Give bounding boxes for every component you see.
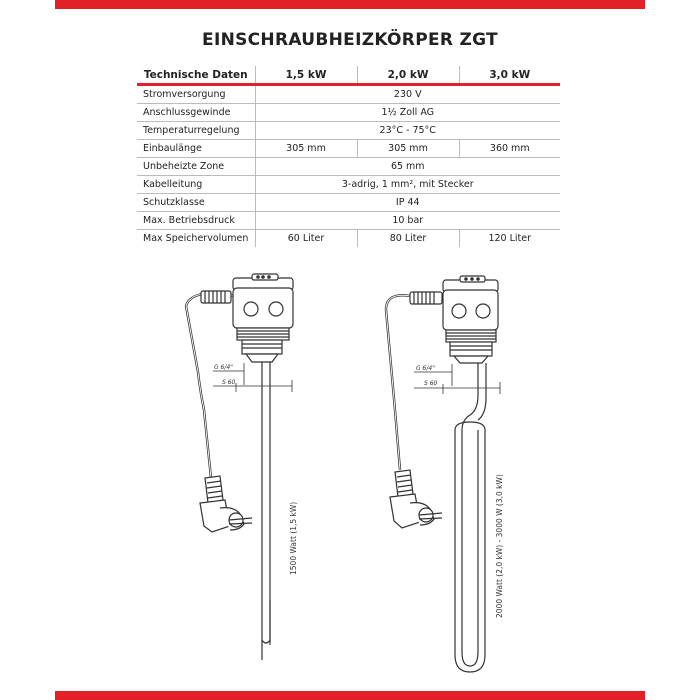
header-1-5kw: 1,5 kW <box>255 66 357 85</box>
row-value: 230 V <box>255 85 560 104</box>
row-label: Anschlussgewinde <box>137 104 255 122</box>
width-label: S 60 <box>424 380 438 387</box>
row-label: Temperaturregelung <box>137 122 255 140</box>
width-label: S 60 <box>222 379 236 386</box>
row-value: 23°C - 75°C <box>255 122 560 140</box>
row-label: Stromversorgung <box>143 89 226 100</box>
row-value: 80 Liter <box>357 230 459 248</box>
row-value: 65 mm <box>255 158 560 176</box>
thermostat-head-icon <box>233 274 293 362</box>
table-row <box>137 122 560 140</box>
table-row <box>137 212 560 230</box>
row-value: 305 mm <box>357 140 459 158</box>
row-value: 360 mm <box>459 140 560 158</box>
row-label: Max. Betriebsdruck <box>137 212 255 230</box>
row-value: 10 bar <box>255 212 560 230</box>
table-row <box>137 176 560 194</box>
power-label: 1500 Watt (1,5 kW) <box>289 501 298 575</box>
heater-drawing-2-3kw <box>386 276 500 672</box>
row-value: 60 Liter <box>255 230 357 248</box>
thermostat-head-icon <box>443 276 498 363</box>
heater-drawing-1-5kw <box>186 274 293 660</box>
row-label: Einbaulänge <box>137 140 255 158</box>
plug-icon <box>200 476 252 532</box>
spec-table-header <box>137 66 560 85</box>
table-row <box>137 104 560 122</box>
row-value: 1½ Zoll AG <box>255 104 560 122</box>
row-label: Schutzklasse <box>137 194 255 212</box>
thread-label: G 6/4" <box>416 365 435 372</box>
power-label: 2000 Watt (2,0 kW) - 3000 W (3,0 kW) <box>495 474 504 618</box>
row-label: Kabelleitung <box>137 176 255 194</box>
bottom-accent-bar <box>55 691 645 700</box>
row-value: 305 mm <box>255 140 357 158</box>
row-value: IP 44 <box>255 194 560 212</box>
table-row <box>137 85 560 104</box>
heating-element-icon <box>455 363 486 672</box>
heating-element-icon <box>262 362 270 660</box>
top-accent-bar <box>55 0 645 9</box>
row-value: 3-adrig, 1 mm², mit Stecker <box>255 176 560 194</box>
heater-drawings <box>150 262 550 682</box>
row-label: Max Speichervolumen <box>137 230 255 248</box>
header-2-0kw: 2,0 kW <box>357 66 459 85</box>
row-value: 120 Liter <box>459 230 560 248</box>
strain-relief-icon <box>410 292 442 304</box>
header-3-0kw: 3,0 kW <box>459 66 560 85</box>
header-technical-data: Technische Daten <box>143 68 248 81</box>
table-row <box>137 158 560 176</box>
table-row <box>137 194 560 212</box>
page-title: EINSCHRAUBHEIZKÖRPER ZGT <box>202 30 498 50</box>
table-row <box>137 230 560 248</box>
thread-label: G 6/4" <box>214 364 233 371</box>
row-label: Unbeheizte Zone <box>137 158 255 176</box>
strain-relief-icon <box>201 291 231 303</box>
spec-table <box>137 66 560 247</box>
plug-icon <box>390 470 442 528</box>
table-row <box>137 140 560 158</box>
